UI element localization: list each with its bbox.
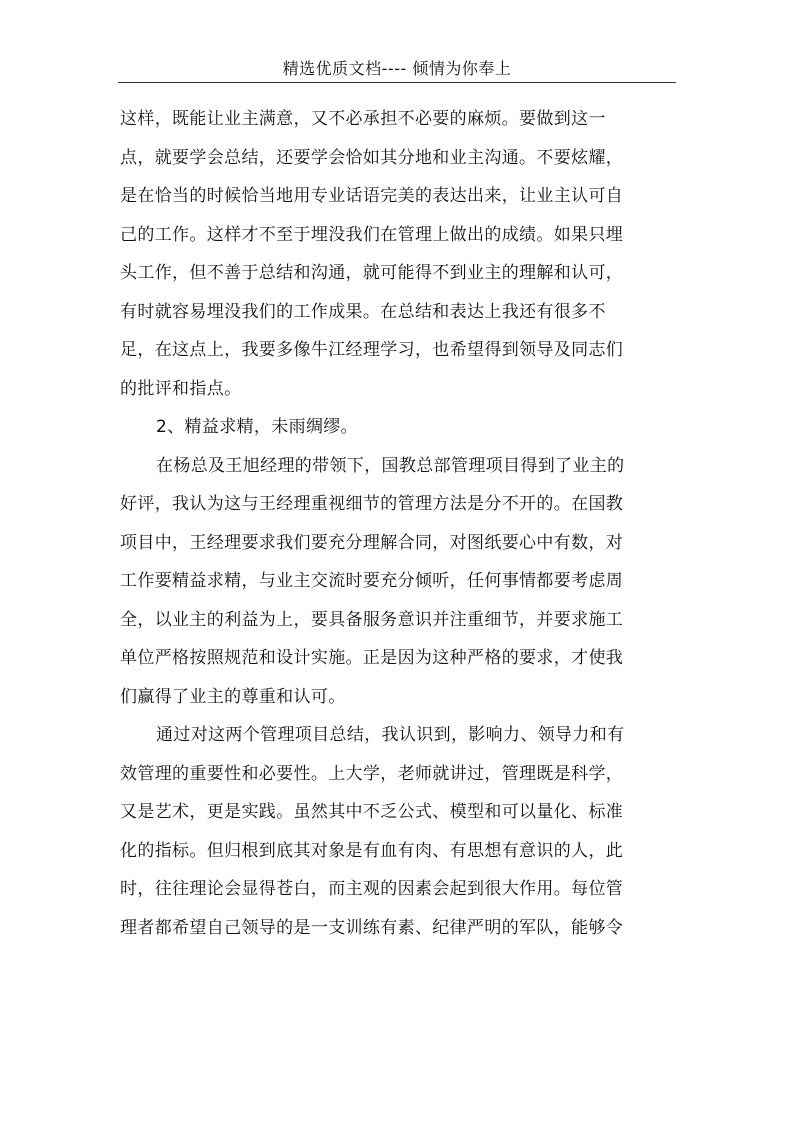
text-line: 通过对这两个管理项目总结，我认识到，影响力、领导力和有 bbox=[156, 725, 625, 745]
text-line: 理者都希望自己领导的是一支训练有素、纪律严明的军队，能够令 bbox=[120, 917, 624, 938]
text-line: 单位严格按照规范和设计实施。正是因为这种严格的要求，才使我 bbox=[120, 648, 624, 668]
text-line: 头工作，但不善于总结和沟通，就可能得不到业主的理解和认可， bbox=[120, 263, 624, 283]
header-title: 精选优质文档---- 倾情为你奉上 bbox=[282, 59, 512, 78]
text-line: 好评，我认为这与王经理重视细节的管理方法是分不开的。在国教 bbox=[120, 494, 624, 514]
text-line: 有时就容易埋没我们的工作成果。在总结和表达上我还有很多不 bbox=[120, 301, 606, 322]
text-line: 全，以业主的利益为上，要具备服务意识并注重细节，并要求施工 bbox=[120, 609, 624, 630]
text-line: 时，往往理论会显得苍白，而主观的因素会起到很大作用。每位管 bbox=[120, 879, 624, 899]
text-line: 己的工作。这样才不至于埋没我们在管理上做出的成绩。如果只埋 bbox=[120, 224, 624, 245]
text-line: 们赢得了业主的尊重和认可。 bbox=[120, 686, 346, 707]
text-line: 这样，既能让业主满意，又不必承担不必要的麻烦。要做到这一 bbox=[120, 109, 606, 129]
page-header bbox=[118, 58, 676, 83]
text-line: 化的指标。但归根到底其对象是有血有肉、有思想有意识的人，此 bbox=[120, 840, 624, 861]
text-line: 在杨总及王旭经理的带领下，国教总部管理项目得到了业主的 bbox=[156, 455, 625, 476]
text-line: 项目中，王经理要求我们要充分理解合同，对图纸要心中有数，对 bbox=[120, 532, 624, 553]
text-line: 点，就要学会总结，还要学会恰如其分地和业主沟通。不要炫耀， bbox=[120, 147, 624, 168]
section-heading: 2、精益求精，未雨绸缪。 bbox=[156, 417, 359, 437]
document-body bbox=[120, 100, 680, 947]
text-line: 的批评和指点。 bbox=[120, 378, 242, 399]
text-line: 又是艺术，更是实践。虽然其中不乏公式、模型和可以量化、标准 bbox=[120, 802, 624, 822]
text-line: 工作要精益求精，与业主交流时要充分倾听，任何事情都要考虑周 bbox=[120, 571, 624, 591]
text-line: 足，在这点上，我要多像牛江经理学习，也希望得到领导及同志们 bbox=[120, 340, 624, 360]
text-line: 效管理的重要性和必要性。上大学，老师就讲过，管理既是科学， bbox=[120, 763, 624, 784]
text-line: 是在恰当的时候恰当地用专业话语完美的表达出来，让业主认可自 bbox=[120, 186, 624, 206]
